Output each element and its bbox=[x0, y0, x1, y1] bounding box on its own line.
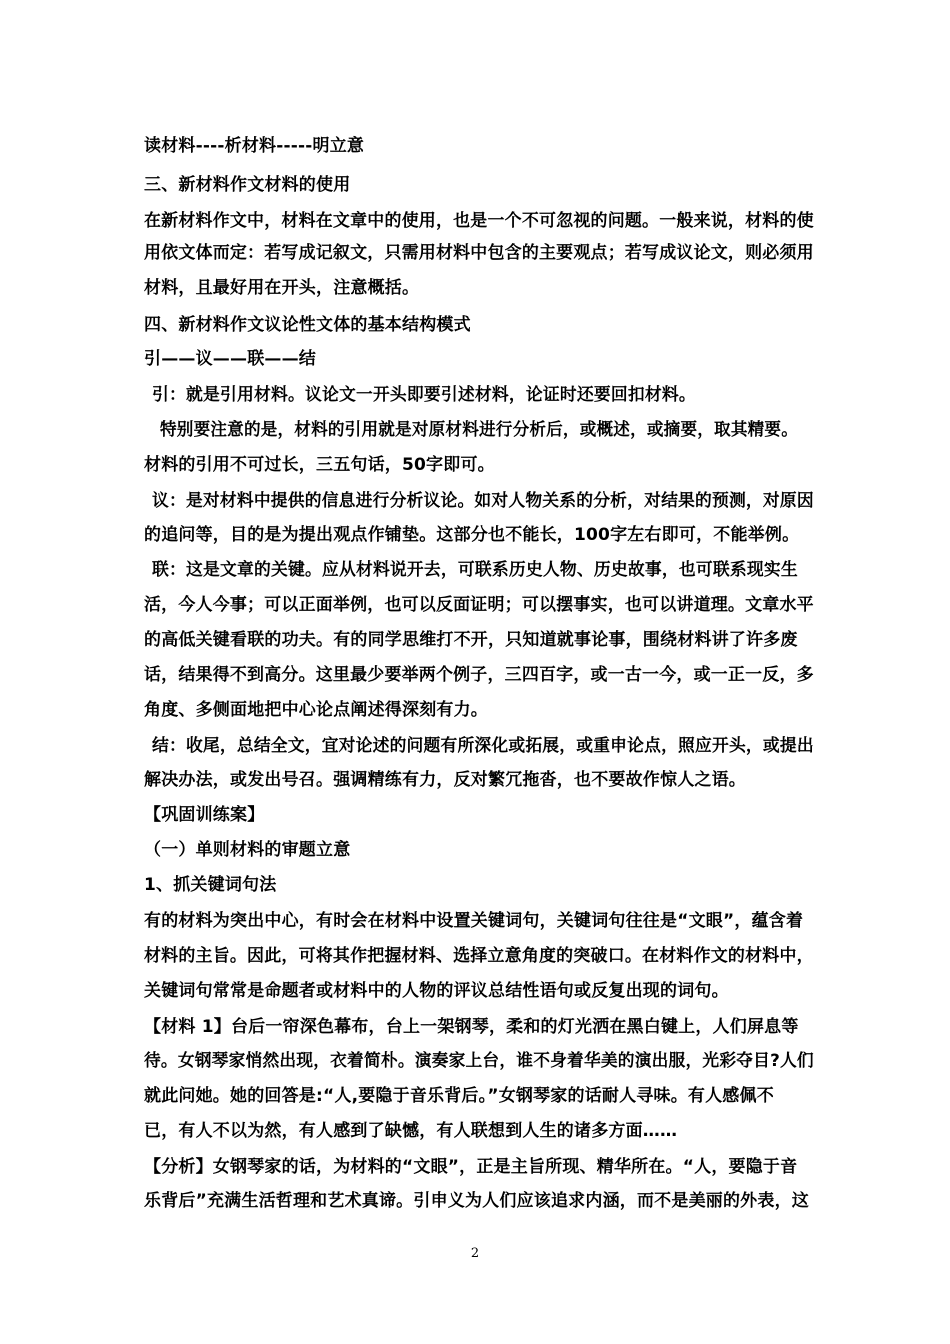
text-line: 有的材料为突出中心，有时会在材料中设置关键词句，关键词句往往是“文眼”，蕴含着 bbox=[144, 911, 804, 931]
text-line: 的追问等，目的是为提出观点作铺垫。这部分也不能长，100字左右即可，不能举例。 bbox=[144, 525, 800, 545]
text-line: 【分析】女钢琴家的话，为材料的“文眼”，正是主旨所现、精华所在。“人，要隐于音 bbox=[144, 1157, 798, 1177]
text-line: 材料，且最好用在开头，注意概括。 bbox=[144, 278, 420, 298]
text-line: 已，有人不以为然，有人感到了缺憾，有人联想到人生的诸多方面…… bbox=[144, 1121, 678, 1141]
text-line: 材料的引用不可过长，三五句话，50字即可。 bbox=[144, 455, 495, 475]
section-heading: 四、新材料作文议论性文体的基本结构模式 bbox=[144, 315, 471, 335]
section-heading: （一）单则材料的审题立意 bbox=[144, 840, 351, 860]
text-line: 议：是对材料中提供的信息进行分析议论。如对人物关系的分析，对结果的预测，对原因 bbox=[152, 491, 814, 511]
section-heading: 1、抓关键词句法 bbox=[144, 875, 277, 895]
text-line: 联：这是文章的关键。应从材料说开去，可联系历史人物、历史故事，也可联系现实生 bbox=[152, 560, 798, 580]
text-line: 引：就是引用材料。议论文一开头即要引述材料，论证时还要回扣材料。 bbox=[152, 385, 696, 405]
text-line: 的高低关键看联的功夫。有的同学思维打不开，只知道就事论事，围绕材料讲了许多废 bbox=[144, 630, 798, 650]
text-line: 解决办法，或发出号召。强调精练有力，反对繁冗拖沓，也不要故作惊人之语。 bbox=[144, 770, 746, 790]
section-heading: 【巩固训练案】 bbox=[144, 805, 265, 825]
text-line: 引——议——联——结 bbox=[144, 349, 316, 369]
text-line: 乐背后”充满生活哲理和艺术真谛。引申义为人们应该追求内涵，而不是美丽的外表，这 bbox=[144, 1191, 809, 1211]
section-heading: 三、新材料作文材料的使用 bbox=[144, 175, 351, 195]
text-line: 结：收尾，总结全文，宜对论述的问题有所深化或拓展，或重申论点，照应开头，或提出 bbox=[152, 736, 814, 756]
text-line: 关键词句常常是命题者或材料中的人物的评议总结性语句或反复出现的词句。 bbox=[144, 981, 729, 1001]
text-line: 特别要注意的是，材料的引用就是对原材料进行分析后，或概述，或摘要，取其精要。 bbox=[160, 420, 798, 440]
text-line: 用依文体而定：若写成记叙文，只需用材料中包含的主要观点；若写成议论文，则必须用 bbox=[144, 243, 814, 263]
text-line: 【材料 1】台后一帘深色幕布，台上一架钢琴，柔和的灯光洒在黑白键上，人们屏息等 bbox=[144, 1017, 799, 1037]
text-line: 角度、多侧面地把中心论点阐述得深刻有力。 bbox=[144, 700, 488, 720]
text-line: 材料的主旨。因此，可将其作把握材料、选择立意角度的突破口。在材料作文的材料中， bbox=[144, 946, 814, 966]
text-line: 话，结果得不到高分。这里最少要举两个例子，三四百字，或一古一今，或一正一反，多 bbox=[144, 665, 814, 685]
text-line: 在新材料作文中，材料在文章中的使用，也是一个不可忽视的问题。一般来说，材料的使 bbox=[144, 211, 814, 231]
text-line: 读材料----析材料-----明立意 bbox=[144, 136, 365, 156]
text-line: 活，今人今事；可以正面举例，也可以反面证明；可以摆事实，也可以讲道理。文章水平 bbox=[144, 595, 814, 615]
text-line: 待。女钢琴家悄然出现，衣着简朴。演奏家上台，谁不身着华美的演出服，光彩夺目?人们 bbox=[144, 1051, 814, 1071]
page-number: 2 bbox=[470, 1246, 480, 1261]
text-line: 就此问她。她的回答是:“人,要隐于音乐背后。”女钢琴家的话耐人寻味。有人感佩不 bbox=[144, 1086, 774, 1106]
